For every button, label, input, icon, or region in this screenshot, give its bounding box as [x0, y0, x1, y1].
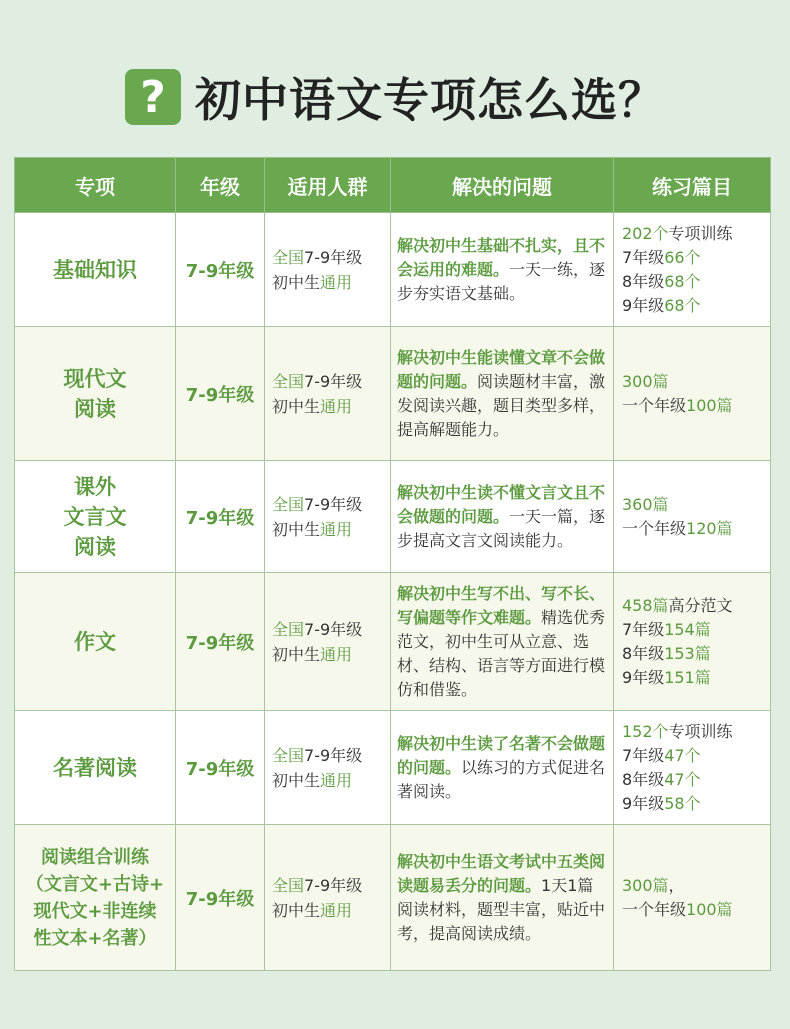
audience-text: 初中生: [272, 519, 321, 539]
count-highlight: 202个: [622, 223, 669, 243]
count-highlight: 68个: [664, 271, 701, 291]
audience-text: 初中生: [272, 770, 321, 790]
audience-highlight: 通用: [320, 644, 353, 664]
grade-cell: 7-9年级: [176, 213, 265, 327]
count-text: 高分范文: [668, 595, 733, 615]
problem-cell: [391, 825, 614, 971]
audience-line: [272, 642, 389, 667]
category-line: 名著阅读: [53, 755, 137, 780]
category-cell: [15, 573, 176, 711]
page-title: 初中语文专项怎么选？: [195, 73, 665, 127]
count-text: 一个年级: [622, 899, 687, 919]
audience-cell: [265, 327, 391, 461]
category-line: 阅读组合训练: [41, 846, 149, 868]
count-highlight: 100篇: [686, 899, 733, 919]
category-cell: [15, 825, 176, 971]
audience-highlight: 全国: [272, 745, 305, 765]
audience-highlight: 通用: [320, 519, 353, 539]
audience-highlight: 全国: [272, 619, 305, 639]
count-text: ，: [668, 875, 685, 895]
grade-cell: 7-9年级: [176, 327, 265, 461]
problem-cell: [391, 327, 614, 461]
count-line: [622, 270, 769, 294]
table-row: [15, 213, 771, 327]
category-cell: [15, 327, 176, 461]
table-row: [15, 461, 771, 573]
audience-highlight: 通用: [320, 272, 353, 292]
problem-text: 精选优秀范文，初中生可从立意、选材、结构、语言等方面进行模仿和借鉴。: [397, 607, 606, 699]
audience-line: [272, 898, 389, 923]
count-highlight: 100篇: [686, 395, 733, 415]
count-highlight: 154篇: [664, 619, 711, 639]
audience-highlight: 全国: [272, 247, 305, 267]
grade-cell: 7-9年级: [176, 711, 265, 825]
problem-text: 一天一练，逐步夯实语文基础。: [397, 259, 606, 303]
count-line: [622, 493, 769, 517]
question-icon: ?: [125, 69, 181, 125]
audience-text: 7-9年级: [304, 247, 363, 267]
count-line: [622, 898, 769, 922]
count-text: 一个年级: [622, 395, 687, 415]
audience-text: 7-9年级: [304, 494, 363, 514]
problem-highlight: 解决初中生基础不扎实，且不会运用的难题。: [397, 235, 606, 279]
problem-highlight: 解决初中生写不出、写不长、写偏题等作文难题。: [397, 583, 606, 627]
problem-cell: [391, 213, 614, 327]
title-bar: [0, 62, 790, 132]
count-highlight: 300篇: [622, 371, 669, 391]
count-line: [622, 874, 769, 898]
count-text: 专项训练: [668, 721, 733, 741]
count-highlight: 120篇: [686, 518, 733, 538]
count-highlight: 151篇: [664, 667, 711, 687]
count-line: [622, 594, 769, 618]
audience-line: [272, 617, 389, 642]
category-line: 阅读: [74, 396, 116, 421]
problem-highlight: 解决初中生读不懂文言文且不会做题的问题。: [397, 482, 606, 526]
audience-highlight: 通用: [320, 396, 353, 416]
count-line: [622, 370, 769, 394]
header-grade: 年级: [176, 158, 265, 213]
audience-highlight: 通用: [320, 900, 353, 920]
table-row: [15, 573, 771, 711]
problem-text: 一天一篇，逐步提高文言文阅读能力。: [397, 506, 606, 550]
table-row: [15, 825, 771, 971]
audience-text: 7-9年级: [304, 745, 363, 765]
count-cell: [614, 213, 771, 327]
count-text: 9年级: [622, 295, 665, 315]
category-line: （文言文+古诗+: [25, 873, 165, 895]
count-line: [622, 720, 769, 744]
count-text: 7年级: [622, 745, 665, 765]
count-text: 8年级: [622, 643, 665, 663]
count-text: 7年级: [622, 247, 665, 267]
category-cell: [15, 213, 176, 327]
audience-text: 7-9年级: [304, 371, 363, 391]
category-cell: [15, 461, 176, 573]
table-row: [15, 711, 771, 825]
problem-text: 阅读题材丰富，激发阅读兴趣，题目类型多样，提高解题能力。: [397, 371, 606, 439]
audience-highlight: 全国: [272, 371, 305, 391]
audience-text: 7-9年级: [304, 619, 363, 639]
count-line: [622, 394, 769, 418]
problem-highlight: 解决初中生语文考试中五类阅读题易丢分的问题。: [397, 851, 606, 895]
header-category: 专项: [15, 158, 176, 213]
count-line: [622, 642, 769, 666]
audience-line: [272, 492, 389, 517]
audience-cell: [265, 825, 391, 971]
grade-cell: 7-9年级: [176, 461, 265, 573]
header-audience: 适用人群: [265, 158, 391, 213]
count-cell: [614, 573, 771, 711]
table-row: [15, 327, 771, 461]
audience-line: [272, 245, 389, 270]
audience-cell: [265, 573, 391, 711]
audience-line: [272, 743, 389, 768]
count-text: 9年级: [622, 667, 665, 687]
count-line: [622, 246, 769, 270]
audience-line: [272, 394, 389, 419]
count-highlight: 68个: [664, 295, 701, 315]
count-highlight: 458篇: [622, 595, 669, 615]
category-line: 现代文+非连续: [33, 900, 157, 922]
category-line: 作文: [74, 629, 116, 654]
audience-highlight: 全国: [272, 875, 305, 895]
grade-cell: 7-9年级: [176, 573, 265, 711]
audience-line: [272, 270, 389, 295]
header-count: 练习篇目: [614, 158, 771, 213]
audience-highlight: 通用: [320, 770, 353, 790]
count-highlight: 360篇: [622, 494, 669, 514]
count-text: 8年级: [622, 271, 665, 291]
count-cell: [614, 825, 771, 971]
category-line: 性文本+名著）: [33, 927, 157, 949]
audience-cell: [265, 461, 391, 573]
category-line: 课外: [74, 474, 116, 499]
audience-line: [272, 517, 389, 542]
audience-text: 7-9年级: [304, 875, 363, 895]
problem-highlight: 解决初中生能读懂文章不会做题的问题。: [397, 347, 606, 391]
count-cell: [614, 327, 771, 461]
audience-cell: [265, 213, 391, 327]
problem-cell: [391, 711, 614, 825]
problem-text: 以练习的方式促进名著阅读。: [397, 757, 606, 801]
count-text: 专项训练: [668, 223, 733, 243]
count-line: [622, 294, 769, 318]
category-cell: [15, 711, 176, 825]
problem-text: 1天1篇阅读材料，题型丰富，贴近中考，提高阅读成绩。: [397, 875, 606, 943]
count-highlight: 153篇: [664, 643, 711, 663]
audience-text: 初中生: [272, 272, 321, 292]
count-line: [622, 768, 769, 792]
audience-highlight: 全国: [272, 494, 305, 514]
grade-cell: 7-9年级: [176, 825, 265, 971]
count-cell: [614, 711, 771, 825]
comparison-table: [14, 157, 771, 971]
category-line: 文言文: [63, 504, 127, 529]
count-highlight: 152个: [622, 721, 669, 741]
problem-cell: [391, 573, 614, 711]
count-highlight: 47个: [664, 769, 701, 789]
count-text: 7年级: [622, 619, 665, 639]
count-cell: [614, 461, 771, 573]
category-line: 基础知识: [53, 257, 137, 282]
audience-line: [272, 369, 389, 394]
count-highlight: 58个: [664, 793, 701, 813]
count-line: [622, 222, 769, 246]
category-line: 阅读: [74, 534, 116, 559]
category-line: 现代文: [63, 366, 127, 391]
count-line: [622, 517, 769, 541]
header-problem: 解决的问题: [391, 158, 614, 213]
count-text: 9年级: [622, 793, 665, 813]
audience-line: [272, 768, 389, 793]
count-text: 8年级: [622, 769, 665, 789]
count-highlight: 66个: [664, 247, 701, 267]
problem-cell: [391, 461, 614, 573]
count-line: [622, 792, 769, 816]
count-line: [622, 618, 769, 642]
audience-cell: [265, 711, 391, 825]
audience-text: 初中生: [272, 396, 321, 416]
problem-highlight: 解决初中生读了名著不会做题的问题。: [397, 733, 606, 777]
audience-text: 初中生: [272, 644, 321, 664]
audience-text: 初中生: [272, 900, 321, 920]
count-highlight: 47个: [664, 745, 701, 765]
audience-line: [272, 873, 389, 898]
count-highlight: 300篇: [622, 875, 669, 895]
count-line: [622, 666, 769, 690]
count-text: 一个年级: [622, 518, 687, 538]
count-line: [622, 744, 769, 768]
